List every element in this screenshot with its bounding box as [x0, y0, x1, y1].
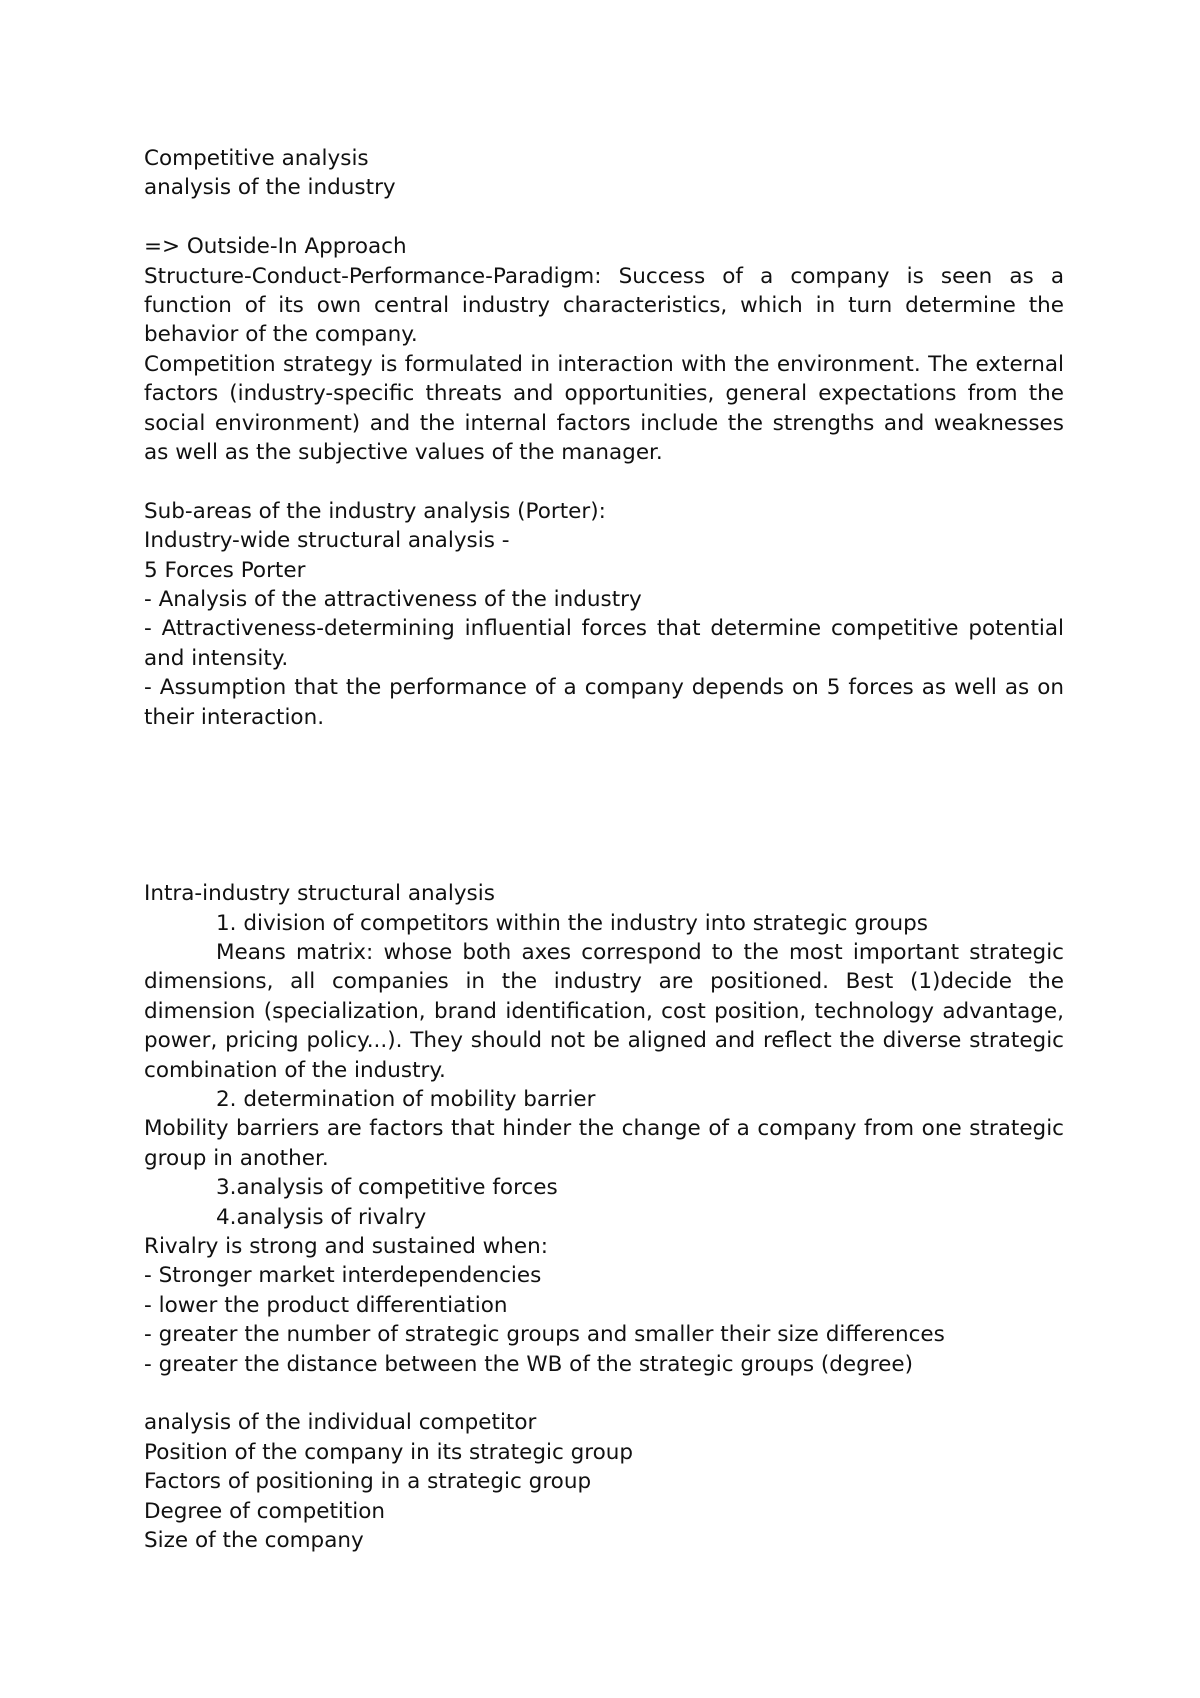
means-matrix-paragraph: Means matrix: whose both axes correspond to the most important strategic dimensions, all companies in the industry are positioned. Best (1)decide the dimension (specialization, brand identification, cost position, technology advantage, power, pricing policy...). They should not be aligned and reflect the diverse strategic combination of the industry.: [144, 939, 1064, 1083]
rivalry-heading: Rivalry is strong and sustained when:: [144, 1233, 548, 1259]
document-page: [144, 144, 1064, 1555]
industry-wide-analysis: Industry-wide structural analysis -: [144, 528, 510, 554]
list-item: - Attractiveness-determining influential forces that determine competitive potential and intensity.: [144, 616, 1064, 671]
spacer: [144, 467, 1064, 496]
mobility-barrier-paragraph: Mobility barriers are factors that hinder the change of a company from one strategic group in another.: [144, 1116, 1064, 1171]
step-3: 3.analysis of competitive forces: [216, 1175, 558, 1201]
list-item: Position of the company in its strategic group: [144, 1439, 634, 1465]
document-subtitle: analysis of the industry: [144, 175, 396, 201]
list-item: Degree of competition: [144, 1498, 386, 1524]
subareas-heading: Sub-areas of the industry analysis (Porter):: [144, 498, 606, 524]
list-item: - Stronger market interdependencies: [144, 1263, 542, 1289]
list-item: - lower the product differentiation: [144, 1292, 508, 1318]
step-2: 2. determination of mobility barrier: [216, 1086, 596, 1112]
step-1: 1. division of competitors within the industry into strategic groups: [216, 910, 928, 936]
scp-paragraph: Structure-Conduct-Performance-Paradigm: Success of a company is seen as a function of its own central industry characteristics, which in turn determine the behavior of the company.: [144, 263, 1064, 348]
spacer: [144, 203, 1064, 232]
outside-in-heading: => Outside-In Approach: [144, 234, 407, 260]
spacer: [144, 732, 1064, 879]
list-item: - greater the distance between the WB of the strategic groups (degree): [144, 1351, 914, 1377]
intra-industry-heading: Intra-industry structural analysis: [144, 881, 495, 907]
step-4: 4.analysis of rivalry: [216, 1204, 427, 1230]
five-forces-label: 5 Forces Porter: [144, 557, 306, 583]
list-item: Size of the company: [144, 1528, 364, 1554]
list-item: Factors of positioning in a strategic group: [144, 1469, 592, 1495]
list-item: - greater the number of strategic groups and smaller their size differences: [144, 1322, 945, 1348]
spacer: [144, 1379, 1064, 1408]
strategy-paragraph: Competition strategy is formulated in interaction with the environment. The external factors (industry-specific threats and opportunities, general expectations from the social environment) and the internal factors include the strengths and weaknesses as well as the subjective values of the manager.: [144, 351, 1064, 466]
list-item: - Assumption that the performance of a company depends on 5 forces as well as on their interaction.: [144, 675, 1064, 730]
list-item: - Analysis of the attractiveness of the industry: [144, 587, 642, 613]
document-title: Competitive analysis: [144, 146, 369, 171]
individual-competitor-heading: analysis of the individual competitor: [144, 1410, 537, 1436]
